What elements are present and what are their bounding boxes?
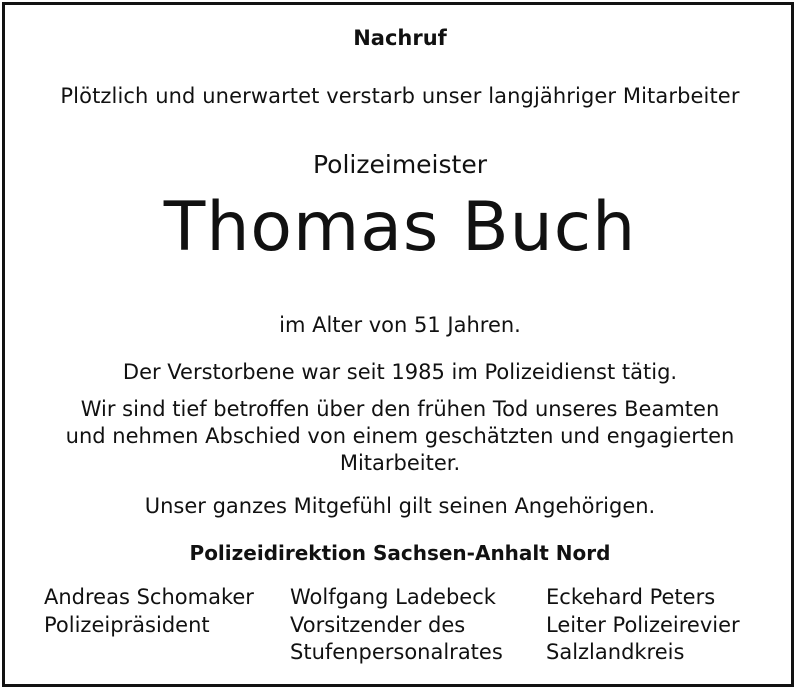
signatory-staff-council: [290, 584, 503, 667]
deceased-rank: Polizeimeister: [313, 150, 487, 179]
signatory-president: [44, 584, 254, 639]
sorrow-line: und nehmen Abschied von einem geschätzten und engagierten: [65, 424, 735, 448]
signatory-role: Leiter Polizeirevier: [546, 612, 740, 637]
sorrow-line: Mitarbeiter.: [339, 451, 461, 475]
service-text: Der Verstorbene war seit 1985 im Polizeidienst tätig.: [122, 360, 678, 384]
signatory-role: Vorsitzender des: [290, 612, 466, 637]
deceased-name: Thomas Buch: [163, 188, 637, 267]
signatory-role: Stufenpersonalrates: [290, 640, 503, 664]
sorrow-line: Wir sind tief betroffen über den frühen Tod unseres Beamten: [80, 397, 720, 421]
signatory-precinct-head: [546, 584, 740, 667]
signatory-name: Andreas Schomaker: [44, 585, 254, 609]
signatory-role: Polizeipräsident: [44, 612, 210, 637]
signatory-name: Eckehard Peters: [546, 585, 716, 609]
age-text: im Alter von 51 Jahren.: [279, 313, 521, 337]
signatory-role: Salzlandkreis: [546, 640, 685, 664]
intro-text: Plötzlich und unerwartet verstarb unser langjähriger Mitarbeiter: [60, 84, 740, 108]
sympathy-text: Unser ganzes Mitgefühl gilt seinen Angehörigen.: [144, 494, 656, 518]
signatory-name: Wolfgang Ladebeck: [290, 585, 496, 609]
sorrow-text: [0, 396, 800, 477]
notice-heading: Nachruf: [353, 26, 447, 50]
organization-name: Polizeidirektion Sachsen-Anhalt Nord: [189, 541, 611, 565]
